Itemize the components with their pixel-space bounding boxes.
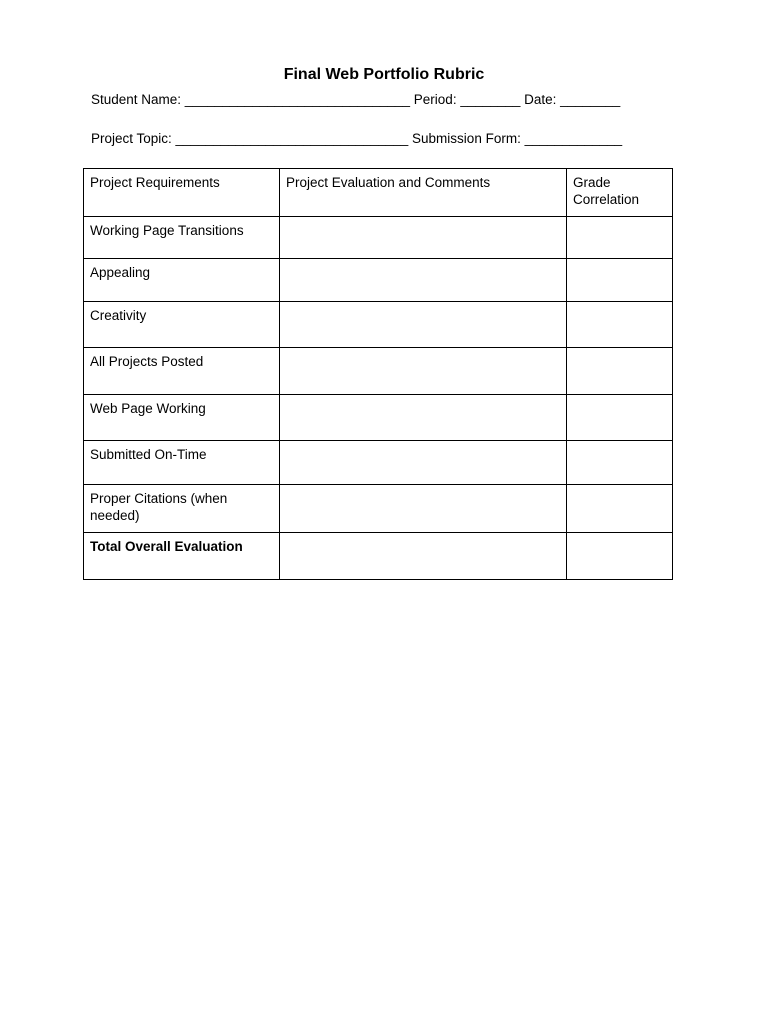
table-header-row (84, 169, 673, 217)
requirement-cell: Creativity (84, 302, 280, 348)
requirement-cell: All Projects Posted (84, 348, 280, 395)
table-row (84, 302, 673, 348)
student-info-line: Student Name: ______________________________ Period: ________ Date: ________ (91, 92, 621, 107)
evaluation-cell[interactable] (280, 302, 567, 348)
evaluation-cell[interactable] (280, 217, 567, 259)
table-row (84, 441, 673, 485)
grade-cell[interactable] (567, 533, 673, 580)
evaluation-cell[interactable] (280, 395, 567, 441)
table-row (84, 348, 673, 395)
rubric-table (83, 168, 673, 580)
grade-cell[interactable] (567, 441, 673, 485)
page-title: Final Web Portfolio Rubric (283, 66, 485, 83)
total-evaluation-cell: Total Overall Evaluation (84, 533, 280, 580)
header-evaluation-comments: Project Evaluation and Comments (280, 169, 567, 217)
header-grade-correlation: Grade Correlation (567, 169, 673, 217)
requirement-cell: Proper Citations (when needed) (84, 485, 280, 533)
table-row (84, 259, 673, 302)
project-info-line: Project Topic: _______________________________ Submission Form: _____________ (91, 131, 623, 146)
grade-cell[interactable] (567, 395, 673, 441)
table-row (84, 485, 673, 533)
table-row-total (84, 533, 673, 580)
requirement-cell: Web Page Working (84, 395, 280, 441)
evaluation-cell[interactable] (280, 259, 567, 302)
requirement-cell: Working Page Transitions (84, 217, 280, 259)
table-row (84, 395, 673, 441)
header-project-requirements: Project Requirements (84, 169, 280, 217)
evaluation-cell[interactable] (280, 441, 567, 485)
evaluation-cell[interactable] (280, 485, 567, 533)
grade-cell[interactable] (567, 485, 673, 533)
grade-cell[interactable] (567, 348, 673, 395)
grade-cell[interactable] (567, 302, 673, 348)
grade-cell[interactable] (567, 217, 673, 259)
requirement-cell: Submitted On-Time (84, 441, 280, 485)
requirement-cell: Appealing (84, 259, 280, 302)
evaluation-cell[interactable] (280, 533, 567, 580)
grade-cell[interactable] (567, 259, 673, 302)
table-row (84, 217, 673, 259)
evaluation-cell[interactable] (280, 348, 567, 395)
